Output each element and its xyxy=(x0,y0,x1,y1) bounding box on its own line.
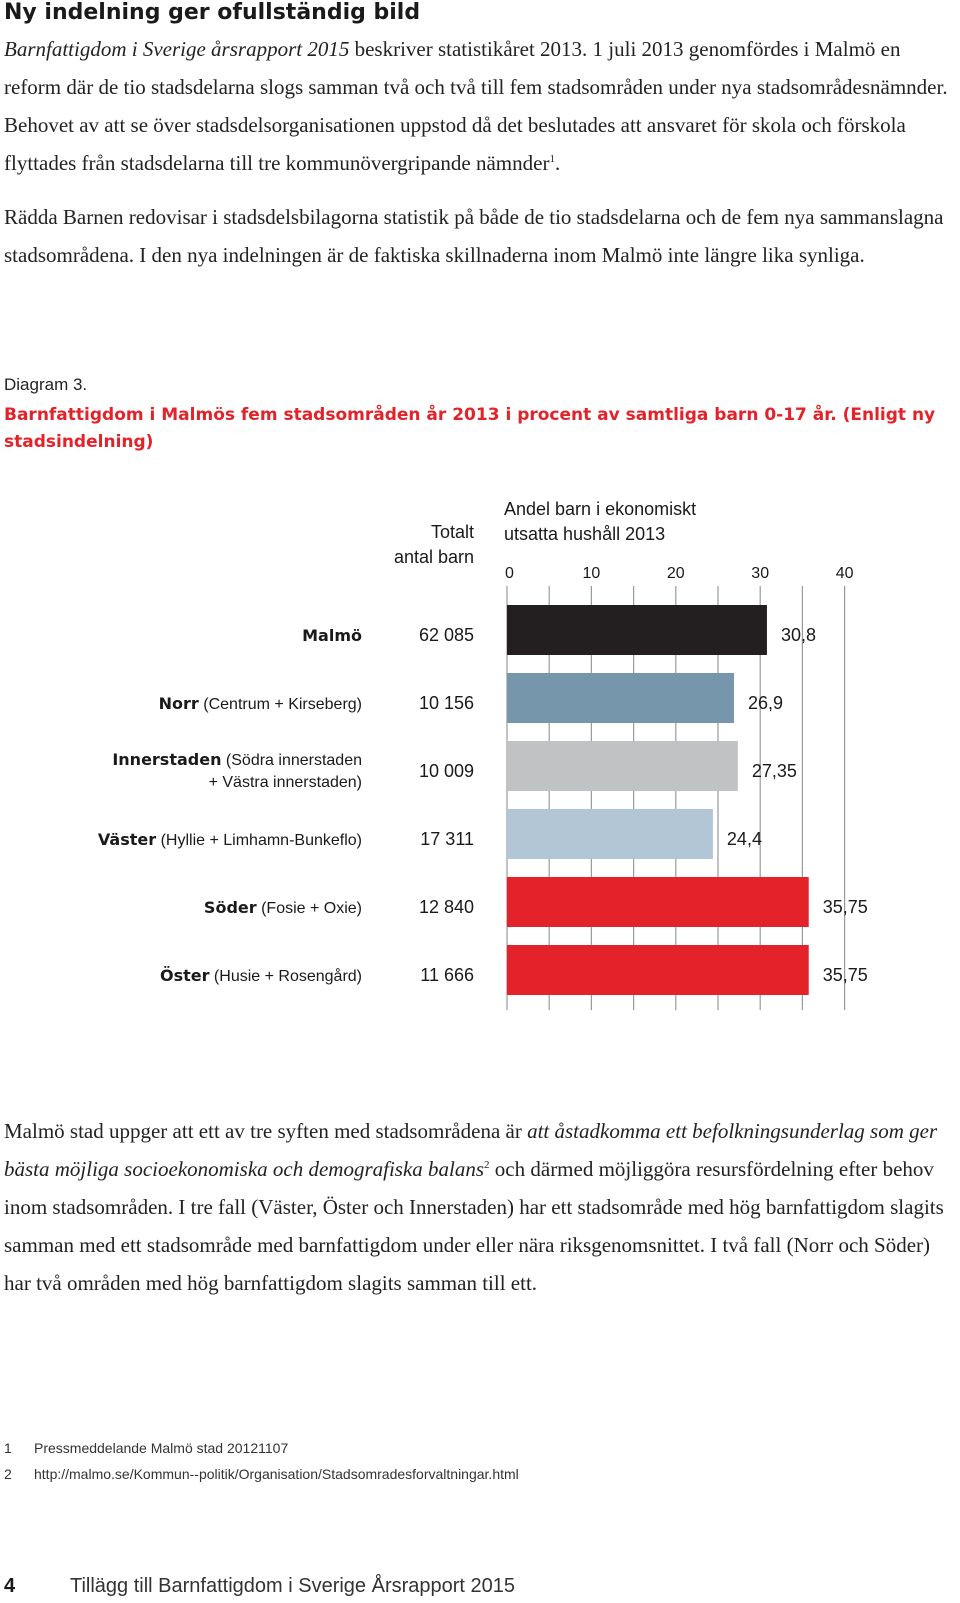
row-label-detail: (Hyllie + Limhamn-Bunkeflo) xyxy=(156,832,362,849)
second-paragraph: Rädda Barnen redovisar i stadsdelsbilagorna statistik på både de tio stadsdelarna och de fem nya sammanslagna stadsområdena. I den nya indelningen är de faktiska skillnaderna inom Malmö inte längre lika synliga. xyxy=(4,205,944,267)
footnote-1 xyxy=(4,1440,288,1456)
row-label-name: Norr xyxy=(158,694,199,713)
footnote-ref-1: 1 xyxy=(549,153,555,165)
row-label xyxy=(160,966,362,985)
row-label-detail: (Husie + Rosengård) xyxy=(209,968,362,985)
footer-title: Tillägg till Barnfattigdom i Sverige Årsrapport 2015 xyxy=(70,1575,516,1597)
bar xyxy=(507,877,809,927)
total-count: 12 840 xyxy=(418,897,474,917)
bar-value-label: 35,75 xyxy=(822,965,868,985)
chart-bars xyxy=(507,605,868,995)
section-heading: Ny indelning ger ofullständig bild xyxy=(4,0,421,25)
total-count: 10 009 xyxy=(418,761,474,781)
intro-paragraph xyxy=(4,30,954,182)
footnote-text: Pressmeddelande Malmö stad 20121107 xyxy=(34,1440,289,1456)
row-label-detail: (Fosie + Oxie) xyxy=(256,900,362,917)
row-label-detail: (Södra innerstaden xyxy=(221,752,362,769)
chart-header xyxy=(394,499,854,582)
total-count: 11 666 xyxy=(420,965,474,985)
bar-value-label: 26,9 xyxy=(748,693,784,713)
bar-chart xyxy=(0,490,960,1010)
quoted-purpose: att åstadkomma ett befolkningsunderlag som ger bästa möjliga socioekonomiska och demografiska balans xyxy=(4,1119,938,1181)
bar xyxy=(507,945,809,995)
row-label-name: Söder xyxy=(203,898,257,917)
third-text-end: och därmed möjliggöra resursfördelning efter behov inom stadsområden. I tre fall (Väster, Öster och Innerstaden) har ett stadsområde med hög barnfattigdom slagits samman med ett stadsområde med barnfattigdom under eller nära riksgenomsnittet. I två fall (Norr och Söder) har två områden med hög barnfattigdom slagits samman till ett. xyxy=(4,1157,944,1295)
page-footer xyxy=(4,1575,515,1598)
x-tick-label: 0 xyxy=(505,565,514,582)
x-tick-label: 40 xyxy=(835,565,854,582)
footnote-number: 1 xyxy=(4,1440,12,1456)
row-label xyxy=(302,626,362,645)
third-text: Malmö stad uppger att ett av tre syften med stadsområdena är xyxy=(4,1119,528,1143)
intro-text: beskriver statistikåret 2013. 1 juli 2013 genomfördes i Malmö en reform där de tio stadsdelarna slogs samman två och två till fem stadsområden under nya stadsområdesnämnder. Behovet av att se över stadsdelsorganisationen uppstod då det beslutades att ansvaret för skola och förskola flyttades från stadsdelarna till tre kommunövergripande nämnder xyxy=(4,37,948,175)
x-tick-label: 10 xyxy=(582,565,601,582)
footnote-2 xyxy=(4,1466,519,1482)
share-header-line-2: utsatta hushåll 2013 xyxy=(504,524,666,544)
row-label-name: Öster xyxy=(159,966,210,985)
total-header-line-1: Totalt xyxy=(430,522,474,542)
row-label xyxy=(98,830,362,849)
row-label-name: Väster xyxy=(97,830,157,849)
page-number: 4 xyxy=(4,1575,16,1597)
total-count: 62 085 xyxy=(418,625,474,645)
bar xyxy=(507,741,738,791)
row-label xyxy=(112,750,362,769)
diagram-title: Barnfattigdom i Malmös fem stadsområden år 2013 i procent av samtliga barn 0-17 år. (Enligt ny stadsindelning) xyxy=(4,405,936,452)
total-count: 17 311 xyxy=(420,829,474,849)
third-paragraph xyxy=(4,1112,954,1302)
bar-value-label: 27,35 xyxy=(751,761,797,781)
row-label-name: Innerstaden xyxy=(112,750,222,769)
share-header-line-1: Andel barn i ekonomiskt xyxy=(504,499,697,519)
row-label xyxy=(159,694,362,713)
chart-row-labels xyxy=(98,625,474,985)
x-tick-label: 30 xyxy=(751,565,770,582)
row-label-name: Malmö xyxy=(302,626,362,645)
row-label xyxy=(204,898,362,917)
x-tick-label: 20 xyxy=(666,565,685,582)
bar xyxy=(507,673,734,723)
bar-value-label: 24,4 xyxy=(726,829,762,849)
report-title: Barnfattigdom i Sverige årsrapport 2015 xyxy=(4,37,350,61)
bar xyxy=(507,605,767,655)
footnote-number: 2 xyxy=(4,1466,12,1482)
bar xyxy=(507,809,713,859)
intro-text-end: . xyxy=(554,151,561,175)
total-count: 10 156 xyxy=(418,693,474,713)
bar-value-label: 35,75 xyxy=(822,897,868,917)
row-label-line-2: + Västra innerstaden) xyxy=(208,774,362,791)
row-label-detail: (Centrum + Kirseberg) xyxy=(198,696,362,713)
footnote-ref-2: 2 xyxy=(484,1159,490,1171)
footnote-link[interactable]: http://malmo.se/Kommun--politik/Organisation/Stadsomradesforvaltningar.html xyxy=(34,1466,519,1482)
bar-value-label: 30,8 xyxy=(780,625,816,645)
total-header-line-2: antal barn xyxy=(393,547,474,567)
diagram-label: Diagram 3. xyxy=(4,375,88,394)
